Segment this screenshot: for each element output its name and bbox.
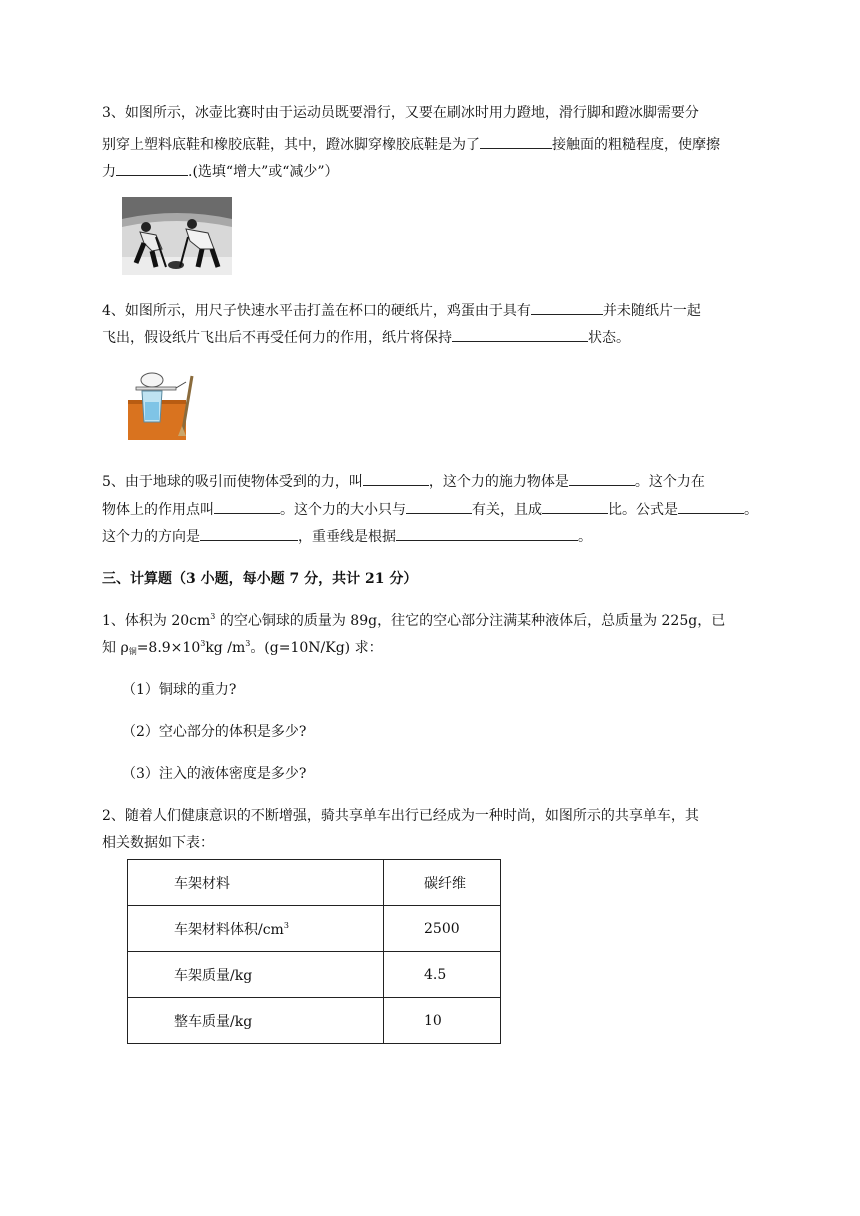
answer-blank[interactable] xyxy=(569,470,635,486)
q5-text: 有关，且成 xyxy=(472,502,542,518)
q5-text: 5、由于地球的吸引而使物体受到的力，叫 xyxy=(102,474,363,490)
table-label-cell xyxy=(128,860,384,906)
q4-line-2 xyxy=(102,326,630,348)
table-label-cell xyxy=(128,906,384,952)
q5-text: ，重垂线是根据 xyxy=(298,529,396,545)
q3-text: 力 xyxy=(102,164,116,180)
table-label: 车架材料体积/cm xyxy=(174,921,284,938)
superscript: 3 xyxy=(283,920,289,930)
q3-text: 接触面的粗糙程度，使摩擦 xyxy=(552,137,720,153)
calc1-sub-2: （2）空心部分的体积是多少? xyxy=(122,724,307,740)
q5-line-2 xyxy=(102,498,758,520)
table-row xyxy=(128,860,501,906)
curling-photo xyxy=(122,197,232,275)
table-value: 10 xyxy=(424,1012,442,1029)
q4-text: 并未随纸片一起 xyxy=(602,303,701,319)
table-value: 碳纤维 xyxy=(424,875,466,892)
calc1-text: 1、体积为 20cm xyxy=(102,613,211,629)
q5-text: 。 xyxy=(578,529,592,545)
table-value: 2500 xyxy=(424,920,460,937)
answer-blank[interactable] xyxy=(214,498,280,514)
answer-blank[interactable] xyxy=(480,133,552,149)
q5-text: 这个力的方向是 xyxy=(102,529,200,545)
q3-text: 别穿上塑料底鞋和橡胶底鞋，其中，蹬冰脚穿橡胶底鞋是为了 xyxy=(102,137,480,153)
q4-text: 状态。 xyxy=(588,330,630,346)
subscript: 铜 xyxy=(128,647,137,656)
calc1-line-1 xyxy=(102,611,725,631)
calc1-text: 知 ρ xyxy=(102,640,129,656)
calc1-sub-3: （3）注入的液体密度是多少? xyxy=(122,766,307,782)
calc2-line-2: 相关数据如下表： xyxy=(102,835,214,851)
superscript: 3 xyxy=(200,639,206,648)
table-label-cell xyxy=(128,952,384,998)
q3-line-3 xyxy=(102,160,339,182)
table-label: 车架质量/kg xyxy=(174,967,253,984)
q5-text: 。 xyxy=(744,502,758,518)
table-row xyxy=(128,906,501,952)
egg-cup-photo xyxy=(128,370,198,440)
table-row xyxy=(128,998,501,1044)
table-value-cell xyxy=(384,998,501,1044)
q5-text: 。这个力在 xyxy=(634,474,705,490)
q3-text: .(选填“增大”或“减少”） xyxy=(188,164,339,180)
q4-line-1 xyxy=(102,299,701,321)
table-label: 整车质量/kg xyxy=(174,1013,253,1030)
answer-blank[interactable] xyxy=(531,299,603,315)
answer-blank[interactable] xyxy=(396,525,578,541)
calc1-text: 。(g=10N/Kg) 求： xyxy=(250,640,383,656)
bike-spec-table xyxy=(127,859,501,1044)
q5-line-3 xyxy=(102,525,592,547)
q5-text: 物体上的作用点叫 xyxy=(102,502,214,518)
answer-blank[interactable] xyxy=(363,470,429,486)
superscript: 3 xyxy=(210,612,216,621)
answer-blank[interactable] xyxy=(678,498,744,514)
calc1-line-2 xyxy=(102,638,383,658)
q4-text: 4、如图所示，用尺子快速水平击打盖在杯口的硬纸片，鸡蛋由于具有 xyxy=(102,303,531,319)
table-value-cell xyxy=(384,952,501,998)
answer-blank[interactable] xyxy=(116,160,188,176)
table-value: 4.5 xyxy=(424,966,447,983)
table-row xyxy=(128,952,501,998)
q4-text: 飞出，假设纸片飞出后不再受任何力的作用，纸片将保持 xyxy=(102,330,452,346)
q5-text: 。这个力的大小只与 xyxy=(280,502,406,518)
table-value-cell xyxy=(384,860,501,906)
q3-text: 3、如图所示，冰壶比赛时由于运动员既要滑行，又要在刷冰时用力蹬地，滑行脚和蹬冰脚需要分 xyxy=(102,105,699,121)
superscript: 3 xyxy=(245,639,251,648)
answer-blank[interactable] xyxy=(452,326,588,342)
q5-text: 比。公式是 xyxy=(608,502,678,518)
calc1-text: kg /m xyxy=(205,640,246,656)
answer-blank[interactable] xyxy=(200,525,298,541)
table-value-cell xyxy=(384,906,501,952)
answer-blank[interactable] xyxy=(406,498,472,514)
q5-line-1 xyxy=(102,470,705,492)
table-label-cell xyxy=(128,998,384,1044)
calc1-sub-1: （1）铜球的重力? xyxy=(122,682,237,698)
section-heading: 三、计算题（3 小题，每小题 7 分，共计 21 分） xyxy=(102,571,418,587)
q5-text: ，这个力的施力物体是 xyxy=(428,474,569,490)
calc1-text: =8.9×10 xyxy=(136,640,201,656)
q3-line-2 xyxy=(102,133,720,155)
calc2-line-1: 2、随着人们健康意识的不断增强，骑共享单车出行已经成为一种时尚，如图所示的共享单车，其 xyxy=(102,808,699,824)
calc1-text: 的空心铜球的质量为 89g，往它的空心部分注满某种液体后，总质量为 225g，已 xyxy=(215,613,726,629)
table-label: 车架材料 xyxy=(174,875,230,892)
answer-blank[interactable] xyxy=(542,498,608,514)
q3-line-1 xyxy=(102,103,699,123)
